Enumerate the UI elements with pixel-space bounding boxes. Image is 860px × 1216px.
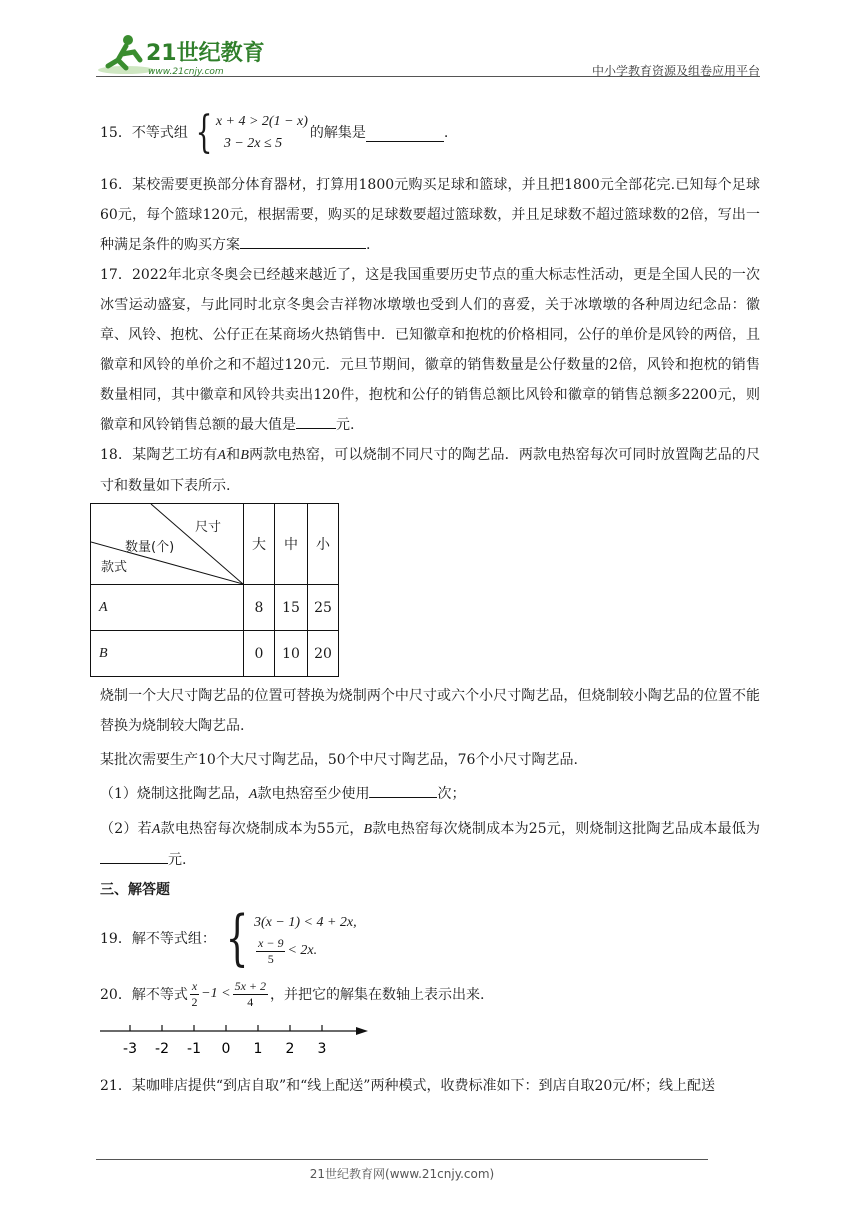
cell-value: 0 (244, 631, 275, 677)
header-small: 小 (308, 504, 339, 585)
table-header-row (91, 504, 339, 585)
q19-frac-num: x − 9 (258, 935, 284, 950)
q15-inequality-system (190, 107, 308, 158)
header-medium: 中 (275, 504, 308, 585)
q15-suffix: 的解集是 (309, 125, 366, 141)
brace-icon: { (195, 107, 213, 158)
corner-qty-label: 数量(个) (125, 540, 175, 555)
q19-line2 (254, 936, 357, 967)
q18-intro-b: 两款电热窑，可以烧制不同尺寸的陶艺品．两款电热窑每次可同时放置陶艺品的尺寸和数量如下表所示. (100, 447, 760, 494)
brace-icon: { (225, 903, 249, 973)
q15-prefix: 15．不等式组 (100, 125, 188, 141)
q18-sub2 (100, 814, 760, 875)
q18-sub2-c: 款电热窑每次烧制成本为25元，则烧制这批陶艺品成本最低为 (372, 821, 760, 837)
site-logo (96, 30, 266, 78)
footer-divider (96, 1159, 708, 1160)
kiln-capacity-table (90, 503, 339, 677)
question-20 (100, 973, 760, 1015)
header-large: 大 (244, 504, 275, 585)
q15-end: . (443, 125, 449, 141)
cell-value: 8 (244, 585, 275, 631)
q18-sub1 (100, 779, 760, 810)
corner-model-label: 款式 (101, 560, 128, 575)
q18-sub2-end: 元. (168, 852, 187, 868)
number-line (100, 1021, 380, 1065)
row-name: B (91, 631, 244, 677)
table-row (91, 585, 339, 631)
q19-frac-den: 5 (267, 951, 274, 966)
kiln-a-label: A (151, 822, 161, 837)
q18-and: 和 (225, 447, 241, 463)
answer-blank (366, 125, 444, 142)
answer-blank (369, 781, 437, 798)
q15-line2: 3 − 2x ≤ 5 (223, 136, 283, 151)
tick-label: -3 (123, 1041, 137, 1057)
page-footer: 21世纪教育网(www.21cnjy.com) (309, 1167, 495, 1181)
kiln-b-label: B (363, 822, 373, 837)
question-15 (100, 108, 760, 158)
page-header (96, 30, 760, 80)
platform-name: 中小学教育资源及组卷应用平台 (591, 64, 760, 78)
table-row (91, 631, 339, 677)
q18-sub1-b: 款电热窑至少使用 (257, 786, 370, 802)
q18-sub1-end: 次； (437, 786, 466, 802)
q19-line2-tail: < 2x. (287, 943, 318, 958)
tick-label: -1 (187, 1041, 201, 1057)
q18-sub1-a: （1）烧制这批陶艺品， (100, 786, 249, 802)
tick-label: 2 (285, 1041, 295, 1057)
q16-text: 16．某校需要更换部分体育器材，打算用1800元购买足球和篮球，并且把1800元全部花完.已知每个足球60元，每个篮球120元，根据需要，购买的足球数要超过篮球数，并且足球数不超过篮球数的2倍，写出一种满足条件的购买方案 (100, 177, 760, 253)
cell-value: 20 (308, 631, 339, 677)
q18-intro-a: 18．某陶艺工坊有 (100, 447, 218, 463)
number-line-graphic (100, 1021, 380, 1065)
tick-label: 0 (221, 1041, 231, 1057)
svg-text:www.21cnjy.com: www.21cnjy.com (148, 67, 224, 77)
q20-frac2-den: 4 (247, 994, 254, 1009)
q18-note2: 某批次需要生产10个大尺寸陶艺品，50个中尺寸陶艺品，76个小尺寸陶艺品. (100, 752, 578, 768)
answer-blank (240, 232, 366, 249)
tick-label: 1 (253, 1041, 263, 1057)
header-divider (96, 76, 760, 77)
tick-label: -2 (155, 1041, 169, 1057)
question-19 (100, 905, 760, 971)
q18-sub2-a: （2）若 (100, 821, 152, 837)
cell-value: 25 (308, 585, 339, 631)
kiln-a-label: A (248, 787, 258, 802)
q19-prefix: 19．解不等式组： (100, 931, 216, 947)
kiln-a-label: A (217, 448, 226, 463)
corner-size-label: 尺寸 (195, 520, 222, 535)
q19-line1: 3(x − 1) < 4 + 2x, (254, 914, 357, 930)
exam-content (100, 108, 760, 1101)
q17-text: 17．2022年北京冬奥会已经越来越近了，这是我国重要历史节点的重大标志性活动，更是全国人民的一次冰雪运动盛宴，与此同时北京冬奥会吉祥物冰墩墩也受到人们的喜爱，关于冰墩墩的各种周边纪念品：徽章、风铃、抱枕、公仔正在某商场火热销售中．已知徽章和抱枕的价格相同，公仔的单价是风铃的两倍，且徽章和风铃的单价之和不超过120元．元旦节期间，徽章的销售数量是公仔数量的2倍，风铃和抱枕的销售数量相同，其中徽章和风铃共卖出120件，抱枕和公仔的销售总额比风铃和徽章的销售总额多2200元，则徽章和风铃销售总额的最大值是 (100, 267, 760, 433)
table-corner-cell (91, 504, 244, 585)
q16-end: . (366, 237, 371, 253)
q20-mid: −1 < (201, 986, 231, 1001)
q19-inequality-system (218, 903, 357, 973)
tick-label: 3 (317, 1041, 327, 1057)
q20-frac1-den: 2 (191, 994, 198, 1009)
question-16 (100, 170, 760, 260)
question-21: 21．某咖啡店提供“到店自取”和“线上配送”两种模式，收费标准如下：到店自取20元/杯；线上配送 (100, 1078, 715, 1094)
cell-value: 10 (275, 631, 308, 677)
row-name: A (91, 585, 244, 631)
kiln-b-label: B (240, 448, 249, 463)
q20-frac2-num: 5x + 2 (234, 978, 266, 993)
q18-note1: 烧制一个大尺寸陶艺品的位置可替换为烧制两个中尺寸或六个小尺寸陶艺品，但烧制较小陶艺品的位置不能替换为烧制较大陶艺品. (100, 688, 760, 734)
answer-blank (296, 412, 336, 429)
section-title: 三、解答题 (100, 882, 170, 898)
arrow-icon (356, 1027, 368, 1035)
q20-suffix: ，并把它的解集在数轴上表示出来. (270, 987, 485, 1003)
q20-frac1-num: x (191, 978, 198, 993)
q18-sub2-b: 款电热窑每次烧制成本为55元， (160, 821, 364, 837)
cell-value: 15 (275, 585, 308, 631)
question-18 (100, 440, 760, 501)
q20-prefix: 20．解不等式 (100, 987, 188, 1003)
svg-text:21世纪教育: 21世纪教育 (146, 41, 265, 66)
q17-end: 元. (336, 417, 355, 433)
question-17 (100, 260, 760, 440)
answer-blank (100, 847, 168, 864)
q15-line1: x + 4 > 2(1 − x) (215, 114, 308, 129)
